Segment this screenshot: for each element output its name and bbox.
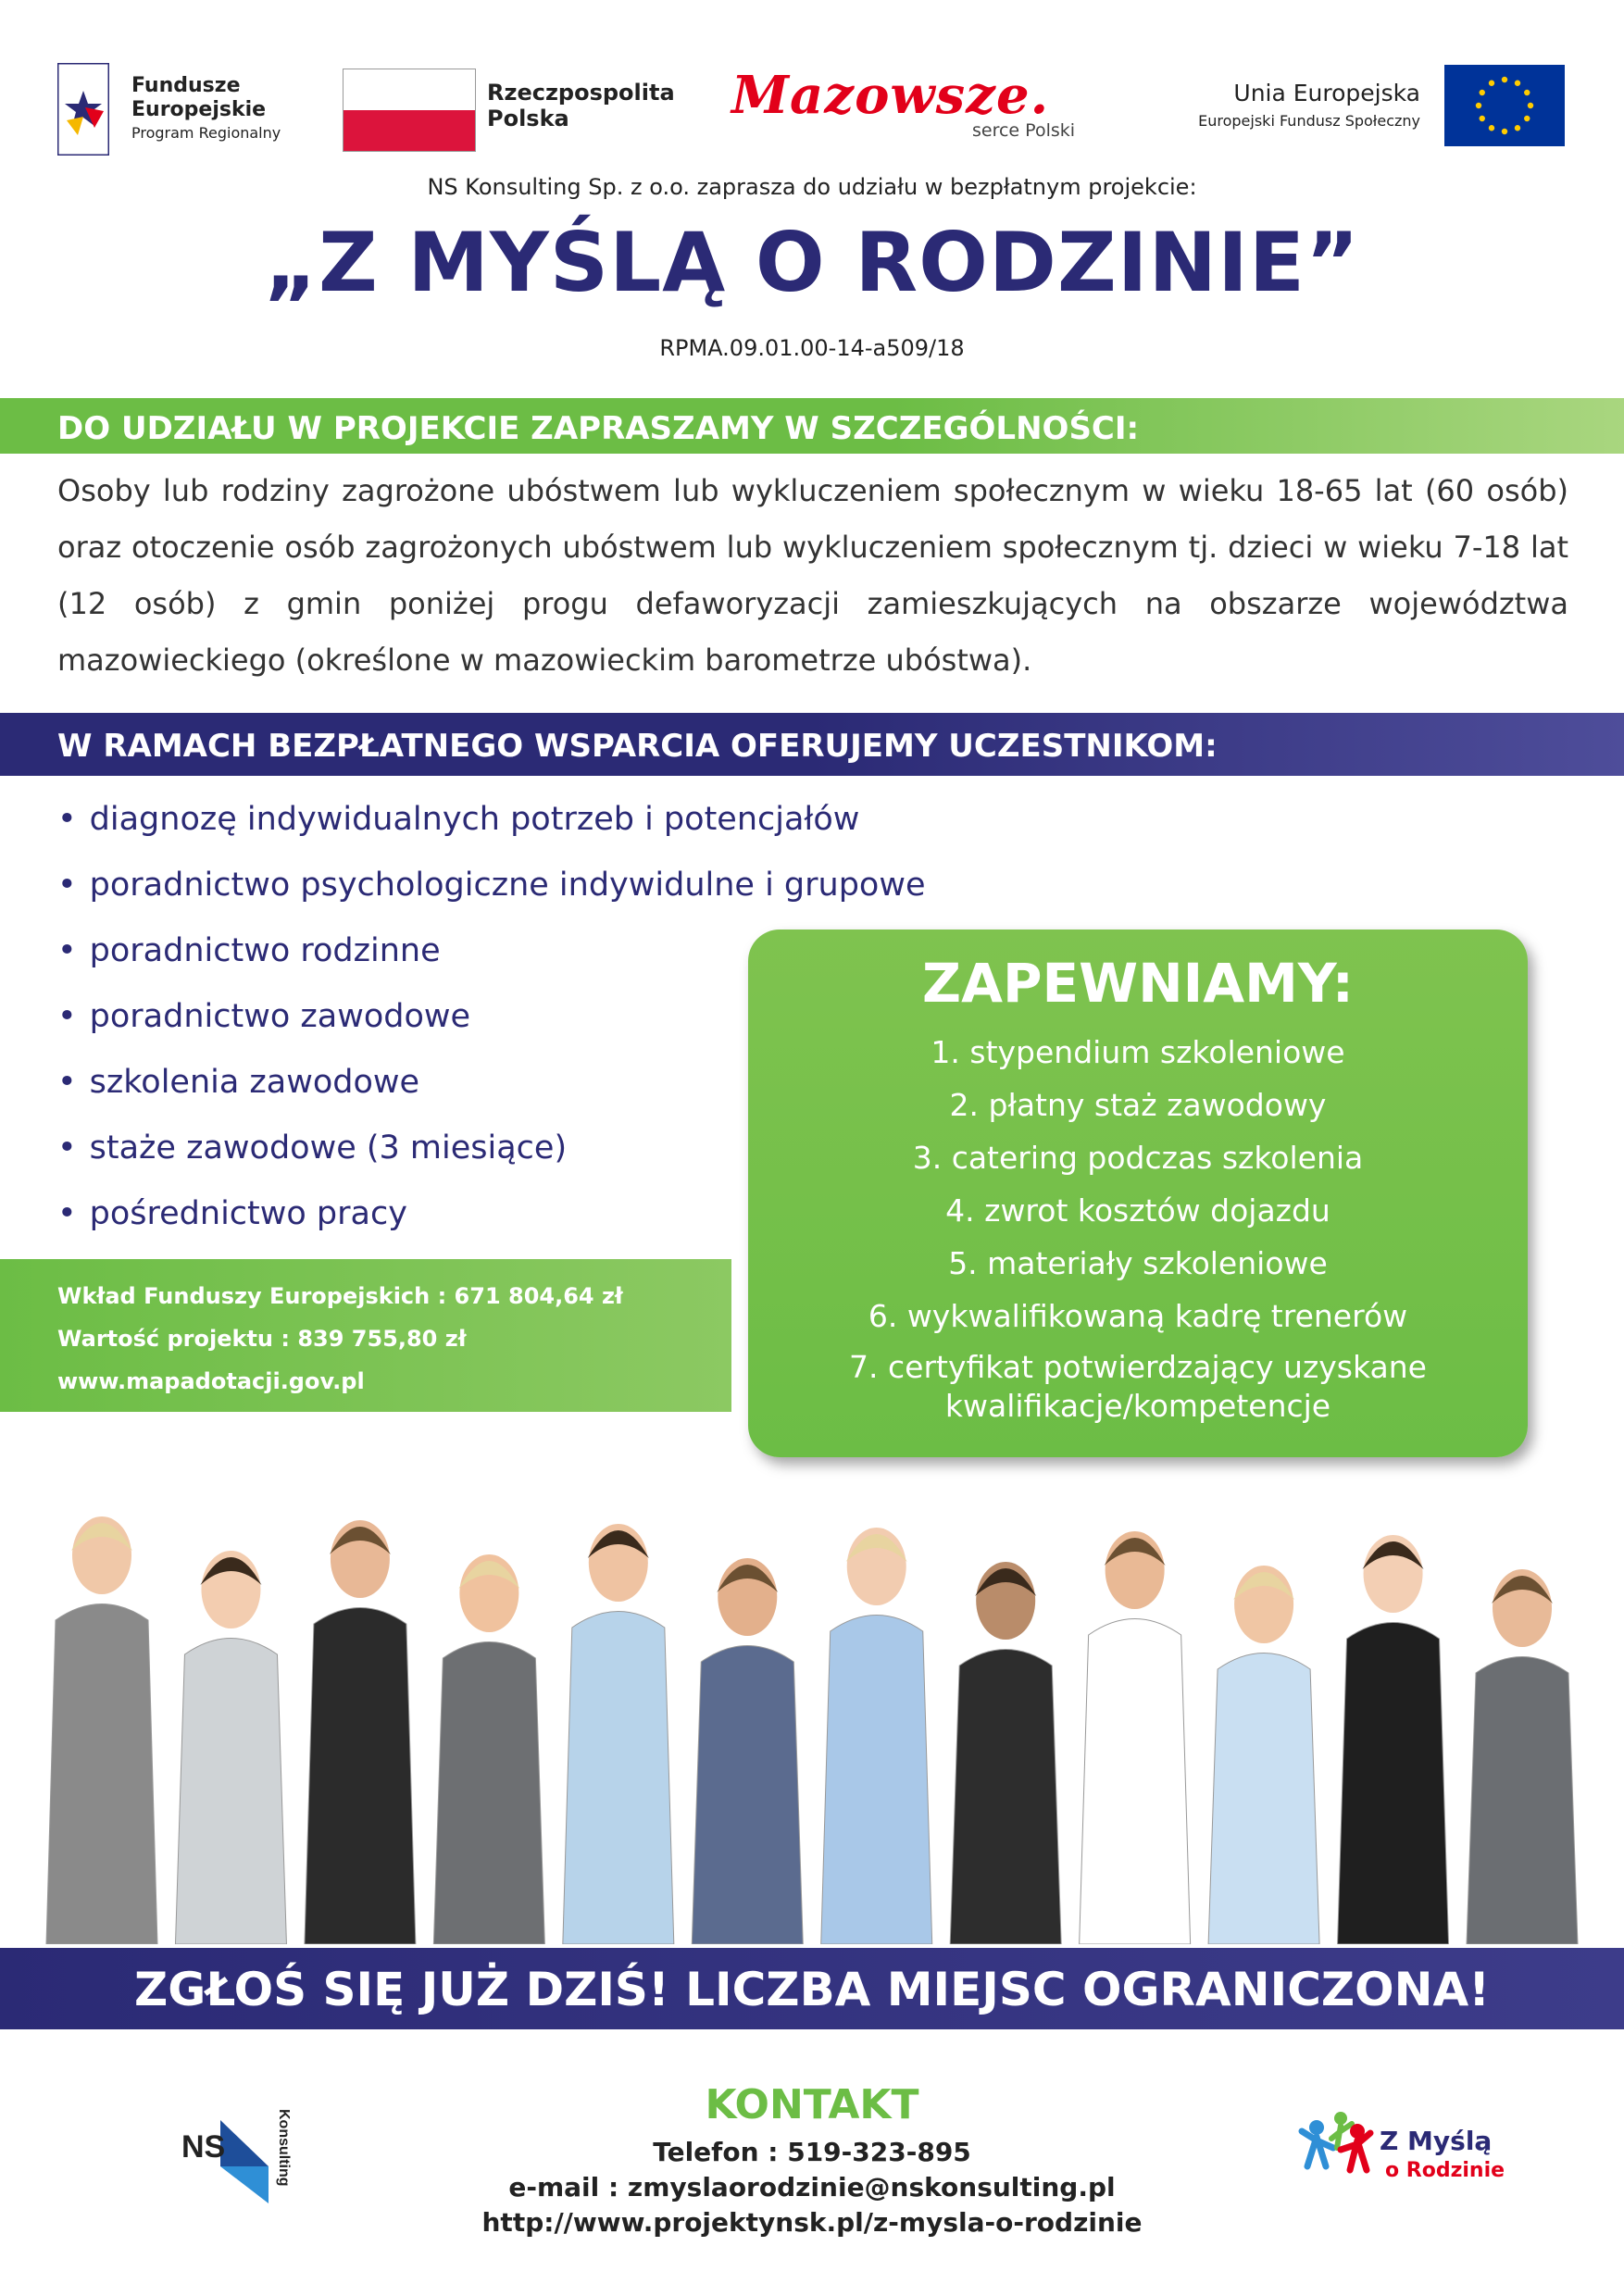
ue-line1: Unia Europejska <box>1233 80 1420 106</box>
fe-line1: Fundusze <box>131 74 241 97</box>
person-body <box>1467 1657 1578 1945</box>
eu-flag-icon <box>1444 65 1565 146</box>
list-item: kwalifikacje/kompetencje <box>944 1388 1331 1424</box>
rp-line2: Polska <box>487 106 569 131</box>
zapewniamy-list <box>748 1031 1528 1426</box>
ns-text: Konsulting <box>276 2109 292 2187</box>
eu-star-icon <box>1528 103 1533 108</box>
contact-phone: Telefon : 519-323-895 <box>653 2137 971 2167</box>
eu-star-icon <box>1489 81 1494 86</box>
list-item: 2. płatny staż zawodowy <box>949 1087 1327 1123</box>
person-body <box>1080 1619 1191 1945</box>
cta-text: ZGŁOŚ SIĘ JUŻ DZIŚ! LICZBA MIEJSC OGRANICZONA! <box>133 1963 1490 2016</box>
eu-star-icon <box>1480 90 1485 95</box>
bullet-icon: • <box>57 998 77 1035</box>
bullet-icon: • <box>57 1129 77 1167</box>
offer-item-text: diagnozę indywidualnych potrzeb i potencjałów <box>89 801 860 838</box>
ns-letters: NS <box>181 2129 226 2165</box>
ns-konsulting-logo <box>176 2102 296 2213</box>
bullet-icon: • <box>57 867 77 904</box>
funding-eu-contribution: Wkład Funduszy Europejskich : 671 804,64 zł <box>57 1283 623 1309</box>
eu-star-icon <box>1515 81 1520 86</box>
fe-line2: Europejskie <box>131 98 267 121</box>
contact-url[interactable]: http://www.projektynsk.pl/z-mysla-o-rodzinie <box>481 2207 1143 2238</box>
mazowsze-logo <box>731 65 1093 148</box>
person-body <box>563 1612 674 1945</box>
eu-star-icon <box>1476 103 1481 108</box>
section2-band <box>0 713 1624 776</box>
bullet-icon: • <box>57 1195 77 1232</box>
rp-line1: Rzeczpospolita <box>487 80 675 106</box>
list-item: 7. certyfikat potwierdzający uzyskane <box>849 1349 1427 1385</box>
eu-star-icon <box>1502 129 1507 134</box>
eu-star-icon <box>1502 77 1507 82</box>
person-body <box>1208 1653 1319 1945</box>
zm-line2: o Rodzinie <box>1385 2159 1505 2182</box>
section2-heading: W RAMACH BEZPŁATNEGO WSPARCIA OFERUJEMY UCZESTNIKOM: <box>57 728 1218 765</box>
offer-item-text: szkolenia zawodowe <box>89 1064 420 1101</box>
eu-star-icon <box>1524 116 1530 121</box>
zapewniamy-heading: ZAPEWNIAMY: <box>922 952 1354 1015</box>
project-code: RPMA.09.01.00-14-a509/18 <box>659 335 965 361</box>
list-item: 6. wykwalifikowaną kadrę trenerów <box>868 1298 1408 1334</box>
eu-star-icon <box>1515 125 1520 131</box>
zm-line1: Z Myślą <box>1380 2126 1493 2156</box>
person-body <box>1338 1623 1449 1945</box>
intro-text: NS Konsulting Sp. z o.o. zaprasza do udziału w bezpłatnym projekcie: <box>427 174 1197 200</box>
list-item <box>57 794 926 860</box>
list-item: 3. catering podczas szkolenia <box>912 1140 1364 1176</box>
section1-band <box>0 398 1624 454</box>
bullet-icon: • <box>57 801 77 838</box>
poland-flag-icon <box>343 69 476 152</box>
funding-box <box>0 1259 731 1412</box>
ue-line2: Europejski Fundusz Społeczny <box>1198 112 1420 130</box>
section1-text: Osoby lub rodziny zagrożone ubóstwem lub wykluczeniem społecznym w wieku 18-65 lat (60 osób) oraz otoczenie osób zagrożonych ubóstwem lub wykluczeniem społecznym tj. dzieci w wieku 7-18 lat (12 osób) z gmin poniżej progu defaworyzacji zamieszkujących na obszarze województwa mazowieckiego (określone w mazowieckim barometrze ubóstwa). <box>57 473 1568 678</box>
list-item <box>57 860 926 926</box>
fundusze-europejskie-logo <box>57 63 307 156</box>
offer-item-text: staże zawodowe (3 miesiące) <box>89 1129 568 1167</box>
mazowsze-wordmark: Mazowsze. <box>731 65 1050 126</box>
offer-item-text: poradnictwo zawodowe <box>89 998 471 1035</box>
contact-heading: KONTAKT <box>705 2081 919 2128</box>
person-body <box>692 1646 803 1945</box>
person-body <box>821 1616 932 1945</box>
offer-item-text: pośrednictwo pracy <box>89 1195 407 1232</box>
list-item: 4. zwrot kosztów dojazdu <box>945 1192 1330 1229</box>
ns-konsulting-logo-icon <box>176 2102 296 2213</box>
mazowsze-tagline: serce Polski <box>972 120 1076 141</box>
section1-heading: DO UDZIAŁU W PROJEKCIE ZAPRASZAMY W SZCZEGÓLNOŚCI: <box>57 410 1140 447</box>
cta-banner <box>0 1948 1624 2029</box>
person-body <box>305 1608 416 1945</box>
eu-star-icon <box>1524 90 1530 95</box>
bullet-icon: • <box>57 932 77 969</box>
person-body <box>175 1639 286 1945</box>
list-item: 5. materiały szkoleniowe <box>948 1245 1328 1281</box>
person-body <box>433 1642 544 1945</box>
family-figures-icon <box>1296 2111 1380 2203</box>
person-body <box>950 1650 1061 1945</box>
z-mysla-o-rodzinie-logo <box>1296 2111 1509 2203</box>
list-item: 1. stypendium szkoleniowe <box>931 1034 1345 1070</box>
funding-project-value: Wartość projektu : 839 755,80 zł <box>57 1326 467 1352</box>
project-title: „Z MYŚLĄ O RODZINIE” <box>264 215 1360 310</box>
offer-item-text: poradnictwo rodzinne <box>89 932 441 969</box>
eu-star-icon <box>1489 125 1494 131</box>
funding-website-link[interactable]: www.mapadotacji.gov.pl <box>57 1368 365 1394</box>
fe-line3: Program Regionalny <box>131 124 281 142</box>
contact-email[interactable]: e-mail : zmyslaorodzinie@nskonsulting.pl <box>508 2172 1116 2202</box>
offer-item-text: poradnictwo psychologiczne indywidulne i grupowe <box>89 867 926 904</box>
business-people-photo <box>37 1463 1587 1944</box>
fundusze-europejskie-mark-icon <box>57 63 109 156</box>
zapewniamy-box <box>748 930 1528 1457</box>
rzeczpospolita-label <box>487 80 675 131</box>
person-body <box>46 1604 157 1945</box>
bullet-icon: • <box>57 1064 77 1101</box>
ue-label <box>1161 80 1420 130</box>
eu-star-icon <box>1480 116 1485 121</box>
